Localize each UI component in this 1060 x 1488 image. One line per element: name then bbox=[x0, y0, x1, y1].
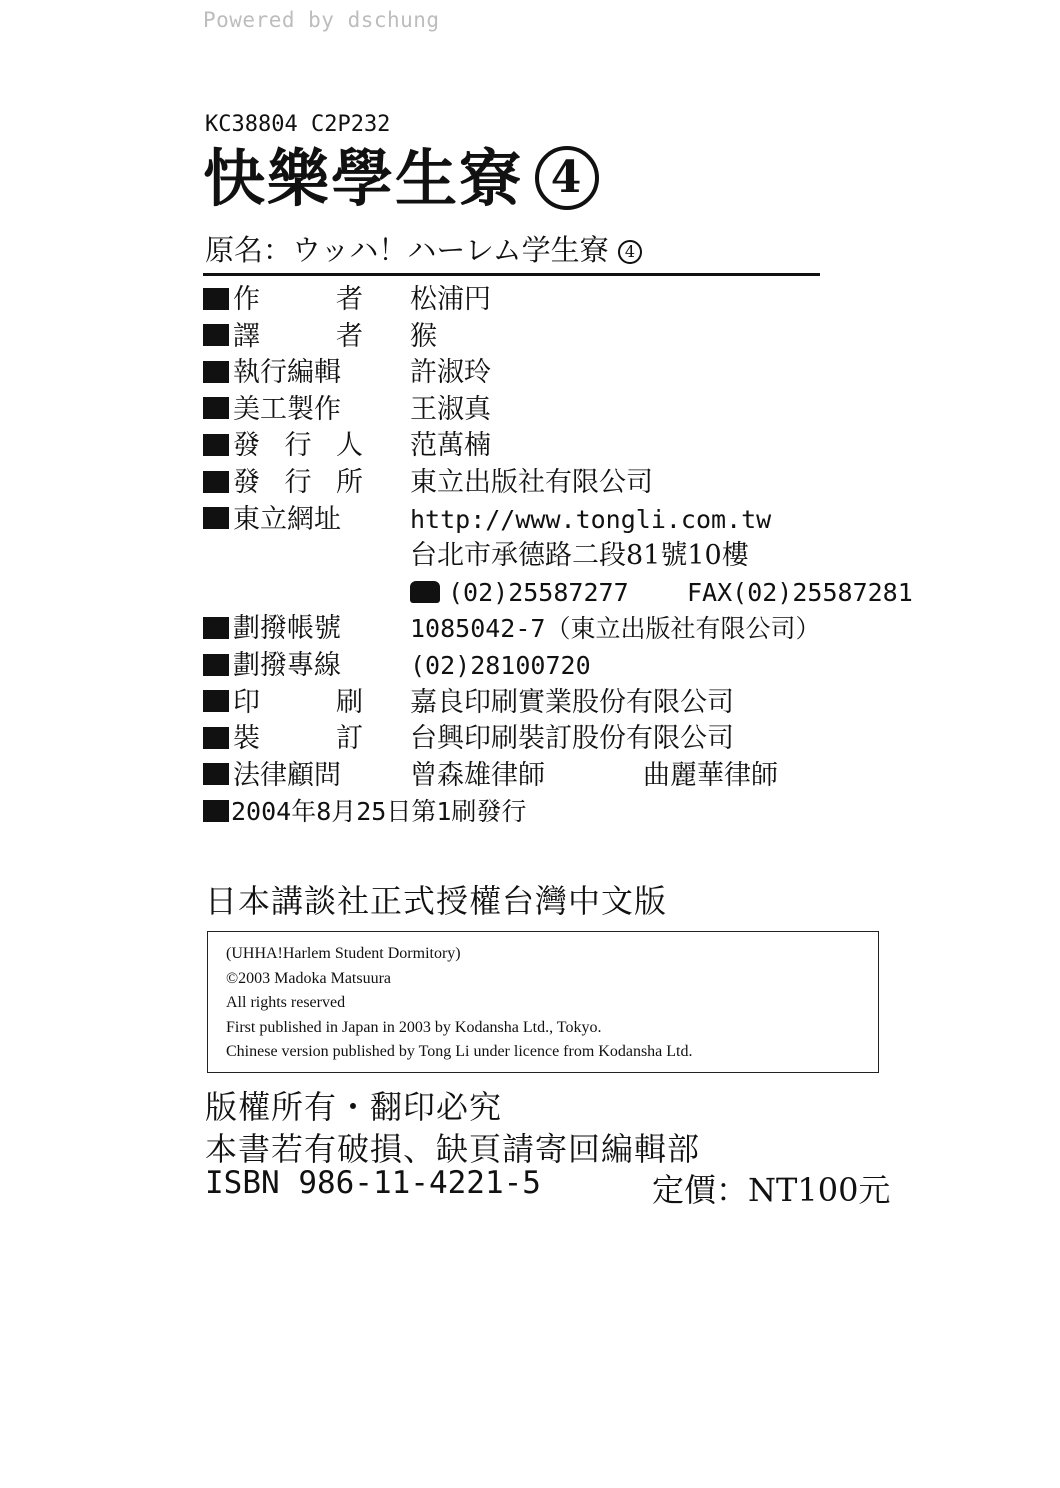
book-title bbox=[203, 142, 599, 215]
isbn: ISBN 986-11-4221-5 bbox=[205, 1165, 541, 1201]
credit-value-text: 1085042-7（東立出版社有限公司） bbox=[410, 614, 821, 644]
credit-value bbox=[410, 282, 491, 318]
credit-label bbox=[233, 611, 363, 647]
credit-value bbox=[410, 611, 820, 647]
credit-value-text: http://www.tongli.com.tw bbox=[410, 504, 772, 534]
phone-icon bbox=[410, 581, 440, 603]
credit-label-part: 劃撥帳號 bbox=[233, 613, 341, 645]
credit-label bbox=[233, 428, 363, 464]
credit-label bbox=[233, 282, 363, 318]
credit-label bbox=[233, 355, 363, 391]
credit-value bbox=[410, 575, 629, 611]
credit-label-part: 東立網址 bbox=[233, 503, 341, 535]
original-title bbox=[205, 228, 642, 269]
credit-label-part: 裝 bbox=[233, 723, 260, 755]
credit-value-text: 東立出版社有限公司 bbox=[410, 467, 653, 498]
copyright-line: Chinese version published by Tong Li under licence from Kodansha Ltd. bbox=[226, 1043, 693, 1060]
bullet-square bbox=[203, 434, 229, 456]
credit-value bbox=[410, 465, 653, 501]
bullet-square bbox=[203, 471, 229, 493]
rights-notice: 版權所有・翻印必究 bbox=[205, 1088, 503, 1126]
copyright-line: All rights reserved bbox=[226, 994, 346, 1011]
credit-label-part: 訂 bbox=[336, 723, 363, 755]
credit-label bbox=[233, 502, 363, 538]
credit-value bbox=[410, 648, 591, 684]
credit-row bbox=[203, 355, 491, 391]
credit-row bbox=[203, 319, 437, 355]
credit-value bbox=[410, 319, 437, 355]
product-code: KC38804 C2P232 bbox=[205, 112, 391, 137]
bullet-square bbox=[203, 324, 229, 346]
bullet-square bbox=[203, 617, 229, 639]
credit-value bbox=[410, 392, 491, 428]
credit-label-part: 人 bbox=[336, 430, 363, 462]
credit-label-part: 印 bbox=[233, 686, 260, 718]
credit-label-part: 行 bbox=[284, 430, 312, 462]
credit-value-text: 台北市承德路二段81號10樓 bbox=[410, 540, 749, 572]
credit-value-text: 范萬楠 bbox=[410, 430, 491, 462]
credit-label bbox=[233, 465, 363, 501]
credit-row bbox=[203, 648, 591, 684]
bullet-square bbox=[203, 507, 229, 529]
credit-value-text: 台興印刷裝訂股份有限公司 bbox=[410, 723, 734, 755]
credit-row bbox=[203, 611, 821, 647]
bullet-square bbox=[203, 361, 229, 383]
credit-label-part: 者 bbox=[336, 284, 363, 315]
credit-row bbox=[203, 282, 491, 318]
original-title-text: 原名：ウッハ！ハーレム学生寮 bbox=[205, 233, 609, 267]
credit-row bbox=[203, 685, 734, 721]
bullet-square bbox=[203, 727, 229, 749]
damage-notice: 本書若有破損、缺頁請寄回編輯部 bbox=[205, 1130, 701, 1168]
credit-value bbox=[410, 721, 734, 757]
title-divider bbox=[203, 273, 820, 276]
copyright-box bbox=[207, 931, 879, 1073]
credit-value bbox=[410, 355, 491, 391]
credit-row bbox=[203, 794, 527, 830]
credit-value-text: 王淑真 bbox=[410, 393, 491, 425]
credit-value-text: (02)25587277 bbox=[448, 577, 629, 607]
bullet-square bbox=[203, 763, 229, 785]
credit-label-part: 執行編輯 bbox=[233, 357, 341, 389]
credit-label-part: 行 bbox=[284, 467, 312, 498]
credit-value-text: (02)28100720 bbox=[410, 651, 591, 680]
credit-label-part: 法律顧問 bbox=[233, 759, 341, 791]
credit-label-part: 發 bbox=[233, 467, 260, 498]
credit-label-part: 美工製作 bbox=[233, 393, 341, 425]
credit-value-text: 許淑玲 bbox=[410, 357, 491, 389]
bullet-square bbox=[203, 800, 229, 822]
credit-label bbox=[233, 685, 363, 721]
credit-label-part: 譯 bbox=[233, 320, 260, 352]
credit-value bbox=[410, 685, 734, 721]
copyright-line: (UHHA!Harlem Student Dormitory) bbox=[226, 945, 461, 962]
bullet-square bbox=[203, 288, 229, 310]
book-title-text: 快樂學生寮 bbox=[203, 142, 524, 215]
credit-row bbox=[203, 502, 772, 538]
bullet-square bbox=[203, 690, 229, 712]
credit-value-text: 嘉良印刷實業股份有限公司 bbox=[410, 686, 734, 718]
credit-value-text: 曾森雄律師 bbox=[410, 759, 545, 791]
credit-row bbox=[203, 465, 653, 501]
credit-row bbox=[203, 428, 491, 464]
credit-value bbox=[410, 502, 771, 538]
credit-label-part: 刷 bbox=[336, 686, 363, 718]
credit-value bbox=[231, 794, 526, 830]
credit-label-part: 劃撥專線 bbox=[233, 650, 341, 681]
price: 定價：NT100元 bbox=[652, 1171, 891, 1209]
credit-value-text: 2004年8月25日第1刷發行 bbox=[231, 797, 527, 827]
bullet-square bbox=[203, 397, 229, 419]
credit-value bbox=[410, 758, 545, 794]
authorization-statement: 日本講談社正式授權台灣中文版 bbox=[205, 882, 668, 920]
credit-label-part: 發 bbox=[233, 430, 260, 462]
credit-row bbox=[203, 758, 778, 794]
credit-value bbox=[410, 538, 749, 574]
credit-label-part: 所 bbox=[336, 467, 363, 498]
credit-label bbox=[233, 648, 363, 684]
credit-label bbox=[233, 392, 363, 428]
credit-label-part: 者 bbox=[336, 320, 363, 352]
credit-value-secondary: FAX(02)25587281 bbox=[687, 577, 913, 607]
credit-label bbox=[233, 721, 363, 757]
credit-value bbox=[410, 428, 491, 464]
credit-label bbox=[233, 319, 363, 355]
credit-value-text: 松浦円 bbox=[410, 284, 491, 315]
credit-row bbox=[203, 721, 734, 757]
watermark-text: Powered by dschung bbox=[203, 8, 440, 32]
credit-value-secondary: 曲麗華律師 bbox=[643, 759, 778, 791]
copyright-line: First published in Japan in 2003 by Kodansha Ltd., Tokyo. bbox=[226, 1018, 602, 1036]
original-volume-number: 4 bbox=[618, 240, 642, 264]
credit-value-text: 猴 bbox=[410, 320, 437, 352]
bullet-square bbox=[203, 654, 229, 676]
copyright-line: ©2003 Madoka Matsuura bbox=[226, 969, 392, 987]
credit-label bbox=[233, 758, 363, 794]
credit-label-part: 作 bbox=[233, 284, 260, 315]
volume-number: 4 bbox=[535, 146, 599, 210]
credit-row bbox=[203, 392, 491, 428]
